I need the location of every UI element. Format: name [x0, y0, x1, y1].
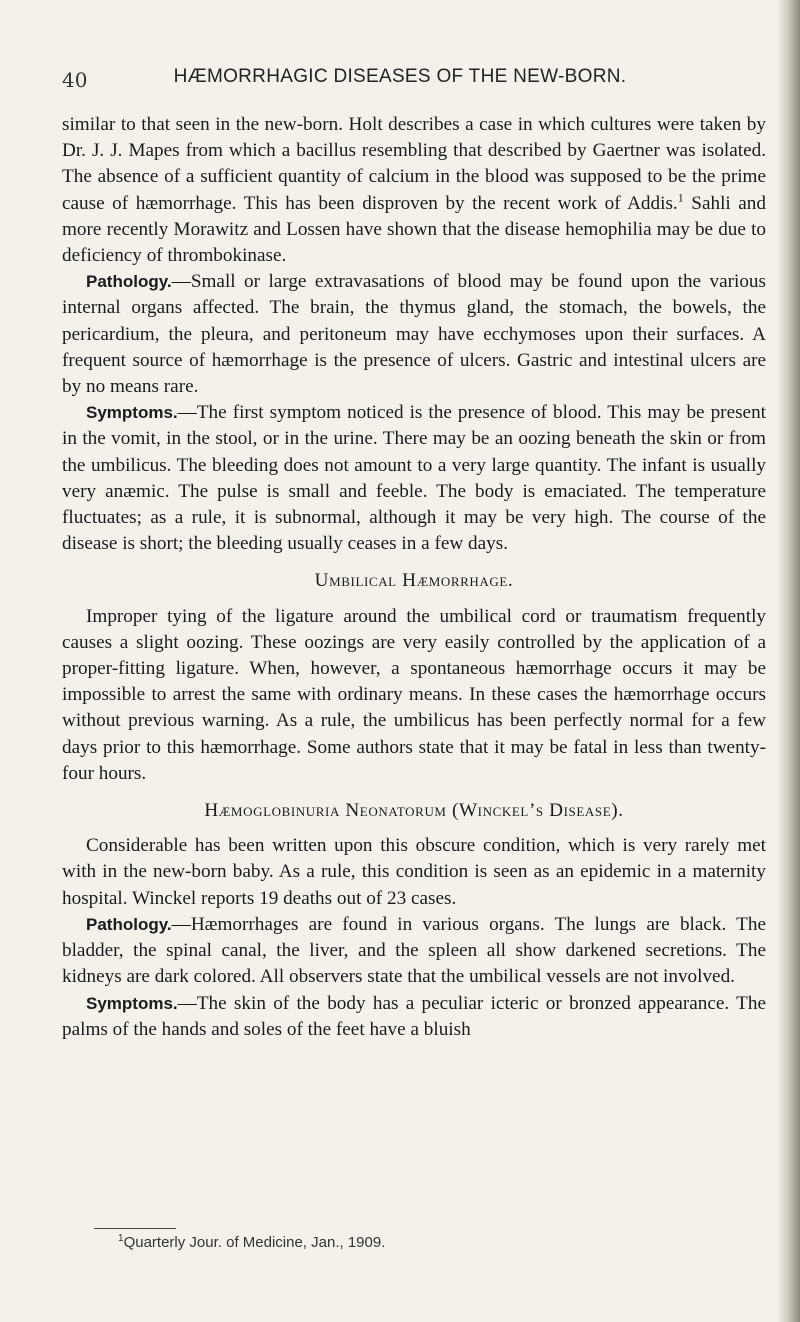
pathology-label: Pathology. — [86, 272, 172, 292]
paragraph-pathology-2 — [62, 912, 766, 991]
running-head: HÆMORRHAGIC DISEASES OF THE NEW-BORN. — [173, 66, 627, 87]
symptoms-text: —The first symptom noticed is the presence of blood. This may be present in the vomit, in the stool, or in the urine. There may be an oozing beneath the skin or from the umbilicus. The bleeding does not amount to a very large quantity. The infant is usually very anæmic. The pulse is small and feeble. The body is emaciated. The temperature fluctuates; as a rule, it is subnormal, although it may be very high. The course of the disease is short; the bleeding usually ceases in a few days. — [62, 402, 766, 555]
footnote — [118, 1234, 385, 1251]
symptoms-label-2: Symptoms. — [86, 993, 178, 1013]
footnote-text: Quarterly Jour. of Medicine, Jan., 1909. — [123, 1234, 386, 1251]
paragraph-haemoglobinuria: Considerable has been written upon this obscure condition, which is very rarely met with in the new-born baby. As a rule, this condition is seen as an epidemic in a maternity hospital. Winckel reports 19 deaths out of 23 cases. — [62, 835, 766, 909]
paragraph-intro-text: similar to that seen in the new-born. Holt describes a case in which cultures were taken by Dr. J. J. Mapes from which a bacillus resembling that described by Gaertner was isolated. The absence of a sufficient quantity of calcium in the blood was supposed to be the prime cause of hæmorrhage. This has been disproven by the recent work of Addis. — [62, 114, 766, 214]
paragraph-symptoms-2 — [62, 991, 766, 1043]
paragraph-pathology — [62, 269, 766, 400]
symptoms-label: Symptoms. — [86, 403, 178, 423]
footnote-ref: 1 — [677, 190, 684, 205]
section-heading-umbilical: Umbilical Hæmorrhage. — [314, 570, 514, 592]
symptoms-text-2: —The skin of the body has a peculiar icteric or bronzed appearance. The palms of the hands and soles of the feet have a bluish — [62, 992, 766, 1040]
pathology-label-2: Pathology. — [86, 914, 172, 934]
page-header — [0, 60, 800, 100]
footnote-divider — [94, 1228, 176, 1229]
paragraph-symptoms — [62, 400, 766, 557]
pathology-text-2: —Hæmorrhages are found in various organs. The lungs are black. The bladder, the spinal canal, the liver, and the spleen all show darkened secretions. The kidneys are dark colored. All observers state that the umbilical vessels are not involved. — [62, 913, 766, 988]
paragraph-umbilical: Improper tying of the ligature around the umbilical cord or traumatism frequently causes a slight oozing. These oozings are very easily controlled by the application of a proper-fitting ligature. When, however, a spontaneous hæmorrhage occurs it may be impossible to arrest the same with ordinary means. In these cases the hæmorrhage occurs without previous warning. As a rule, the umbilicus has been perfectly normal for a few days prior to this hæmorrhage. Some authors state that it may be fatal in less than twenty-four hours. — [62, 605, 766, 784]
pathology-text: —Small or large extravasations of blood may be found upon the various internal organs affected. The brain, the thymus gland, the stomach, the bowels, the pericardium, the pleura, and peritoneum may have ecchymoses upon their surfaces. A frequent source of hæmorrhage is the presence of ulcers. Gastric and intestinal ulcers are by no means rare. — [62, 271, 766, 398]
paragraph-intro — [62, 112, 766, 269]
page-number: 40 — [62, 68, 88, 92]
page-edge-shadow — [778, 0, 800, 1322]
paragraph-intro-tail: Sahli and more recently Morawitz and Lossen have shown that the disease hemophilia may be due to deficiency of thrombokinase. — [62, 192, 766, 267]
body-text — [62, 112, 766, 1043]
footnote-marker: 1 — [118, 1233, 124, 1244]
section-heading-haemoglobinuria: Hæmoglobinuria Neonatorum (Winckel’s Disease). — [204, 800, 624, 822]
